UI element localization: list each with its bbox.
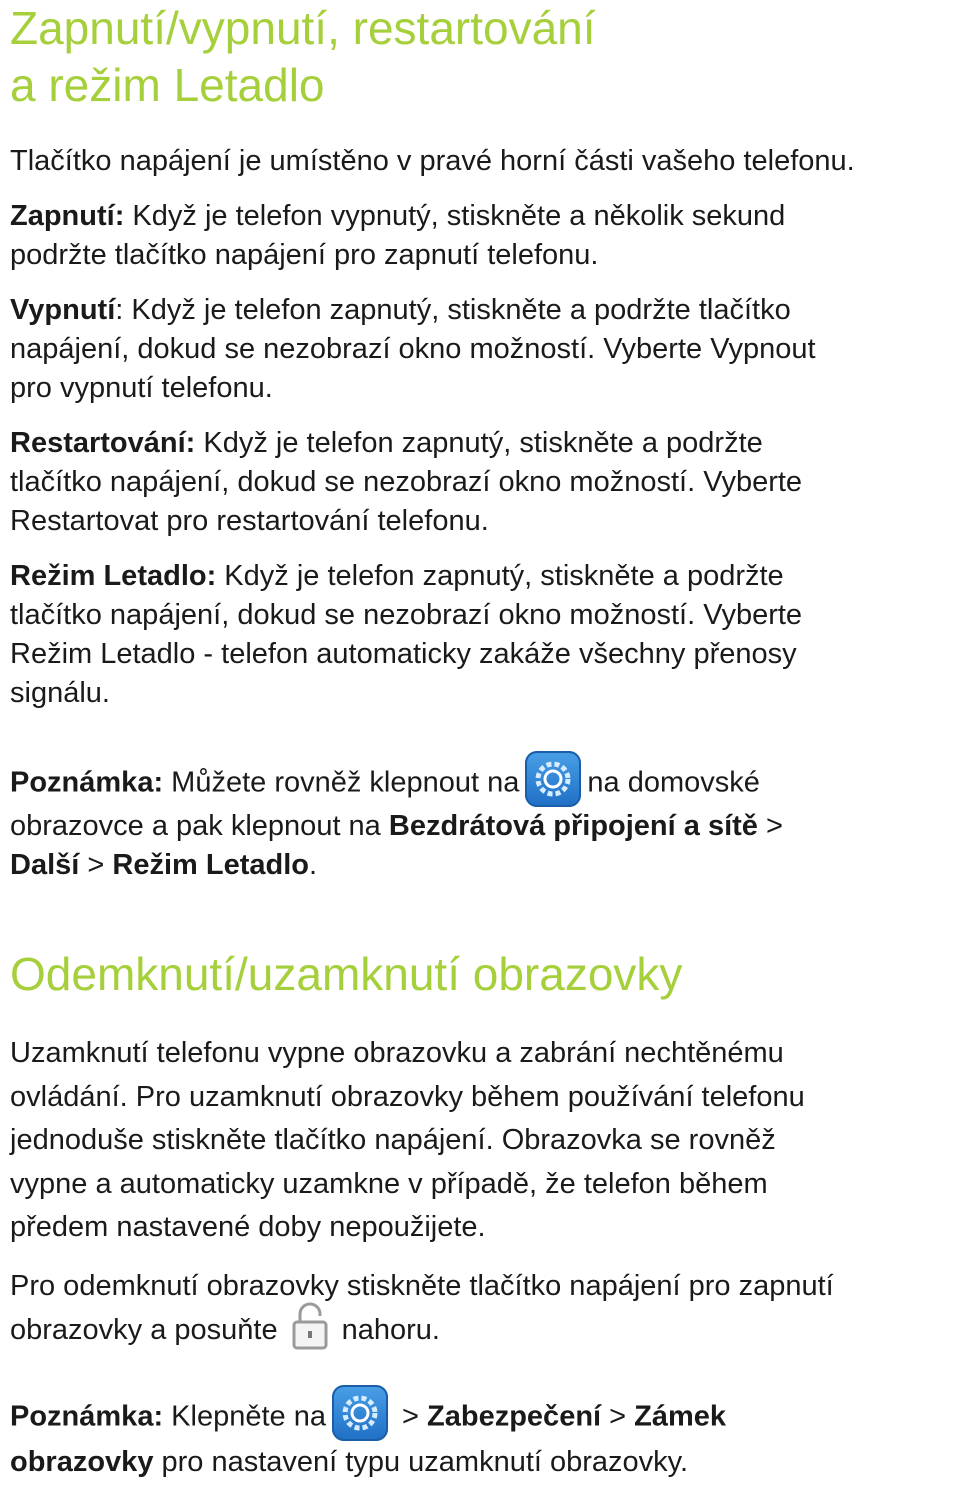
note2-bold-lock: Zámek [634, 1400, 727, 1433]
power-on-text-1: Když je telefon vypnutý, stiskněte a několik sekund [124, 200, 786, 232]
note-end: . [308, 849, 318, 881]
lock-text-1: Uzamknutí telefonu vypne obrazovku a zabrání nechtěnému [10, 1037, 784, 1069]
lock-text-2: ovládání. Pro uzamknutí obrazovky během používání telefonu [10, 1080, 805, 1113]
note2-text-b: pro nastavení typu uzamknutí obrazovky. [153, 1446, 689, 1478]
lock-paragraph-1 [10, 1032, 955, 1250]
lock-text-4: vypne a automaticky uzamkne v případě, že telefon během [10, 1167, 768, 1200]
airplane-text-1: Když je telefon zapnutý, stiskněte a podržte [216, 560, 784, 592]
airplane-label: Režim Letadlo: [10, 560, 217, 592]
note-label: Poznámka: [10, 766, 164, 799]
note2-bold-security: Zabezpečení [427, 1400, 602, 1433]
note-text-b: na domovské [587, 766, 760, 799]
unlock-text-2b: nahoru. [341, 1313, 440, 1346]
power-on-paragraph [10, 197, 955, 275]
restart-paragraph [10, 424, 955, 541]
note-bold-more: Další [10, 849, 80, 881]
note2-bold-screen: obrazovky [10, 1446, 154, 1478]
lock-text-5: předem nastavené doby nepoužijete. [10, 1211, 486, 1243]
unlock-text-1: Pro odemknutí obrazovky stiskněte tlačítko napájení pro zapnutí [10, 1270, 834, 1302]
restart-text-3: Restartovat pro restartování telefonu. [10, 505, 489, 537]
intro-paragraph [10, 142, 955, 181]
power-off-label: Vypnutí [10, 294, 116, 326]
power-off-text-1: : Když je telefon zapnutý, stiskněte a podržte tlačítko [115, 294, 791, 326]
note-text-c: obrazovce a pak klepnout na [10, 810, 389, 842]
settings-gear-icon [332, 1385, 388, 1441]
airplane-text-2: tlačítko napájení, dokud se nezobrazí okno možností. Vyberte [10, 599, 803, 631]
unlock-paragraph [10, 1265, 955, 1352]
power-on-text-2: podržte tlačítko napájení pro zapnutí telefonu. [10, 239, 599, 271]
intro-text: Tlačítko napájení je umístěno v pravé horní části vašeho telefonu. [10, 145, 855, 177]
heading-line-1: Zapnutí/vypnutí, restartování [10, 2, 596, 54]
note-sep-1: > [757, 810, 783, 842]
power-on-label: Zapnutí: [10, 200, 125, 232]
section-heading-lock: Odemknutí/uzamknutí obrazovky [10, 948, 683, 1000]
power-off-paragraph [10, 291, 955, 408]
airplane-text-3: Režim Letadlo - telefon automaticky zakáže všechny přenosy [10, 638, 797, 670]
restart-label: Restartování: [10, 427, 196, 459]
note-sep-2: > [79, 849, 113, 881]
note2-label: Poznámka: [10, 1400, 164, 1433]
unlock-text-2a: obrazovky a posuňte [10, 1313, 278, 1346]
airplane-paragraph [10, 557, 955, 713]
note-bold-wireless: Bezdrátová připojení a sítě [388, 810, 758, 842]
note2-sep-2: > [601, 1400, 635, 1433]
airplane-text-4: signálu. [10, 677, 110, 709]
lock-icon [290, 1300, 330, 1350]
power-off-text-3: pro vypnutí telefonu. [10, 372, 273, 404]
note-bold-airplane: Režim Letadlo [112, 849, 309, 881]
lock-text-3: jednoduše stiskněte tlačítko napájení. Obrazovka se rovněž [10, 1124, 776, 1156]
note-paragraph-2 [10, 1395, 955, 1485]
restart-text-1: Když je telefon zapnutý, stiskněte a podržte [195, 427, 763, 459]
power-off-text-2: napájení, dokud se nezobrazí okno možností. Vyberte Vypnout [10, 333, 816, 365]
settings-gear-icon [525, 751, 581, 807]
note-paragraph-1 [10, 761, 955, 885]
restart-text-2: tlačítko napájení, dokud se nezobrazí okno možností. Vyberte [10, 466, 803, 498]
section-heading-power [10, 0, 596, 114]
note2-sep-1: > [393, 1400, 428, 1433]
note2-text-a: Klepněte na [163, 1400, 326, 1433]
note-text-a: Můžete rovněž klepnout na [163, 766, 520, 799]
heading-line-2: a režim Letadlo [10, 59, 325, 111]
